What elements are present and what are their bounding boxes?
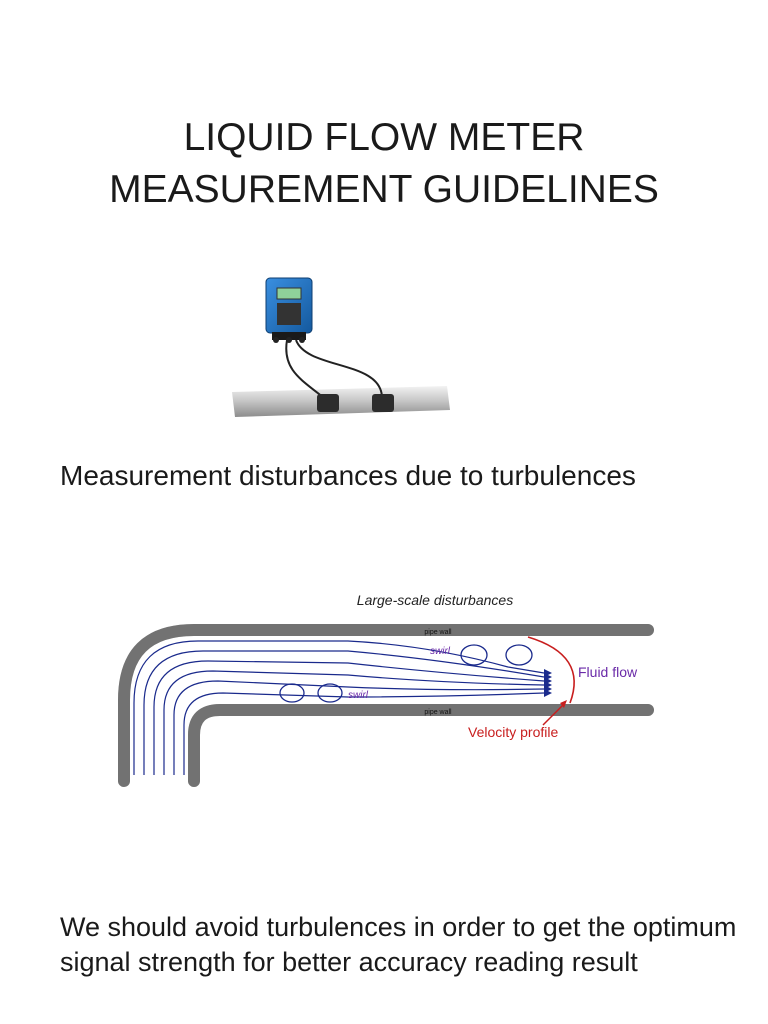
flow-meter-image [232,270,452,435]
swirl-bottom-label: swirl [348,690,368,701]
pipe-wall-top-label: pipe wall [424,629,452,636]
velocity-profile-label: Velocity profile [468,724,559,740]
diagram-heading: Large-scale disturbances [356,592,514,608]
section-subtitle: Measurement disturbances due to turbulences [60,460,636,491]
pipe-flow-diagram [108,585,668,795]
pipe-wall-bottom-label: pipe wall [424,709,452,716]
guideline-text: We should avoid turbulences in order to get the optimum signal strength for better accuracy reading result [60,912,737,977]
title-line-2: MEASUREMENT GUIDELINES [109,168,659,211]
swirl-top-label: swirl [430,646,450,657]
fluid-flow-label: Fluid flow [578,664,638,680]
title-line-1: LIQUID FLOW METER [183,116,585,159]
page-title [0,112,768,216]
